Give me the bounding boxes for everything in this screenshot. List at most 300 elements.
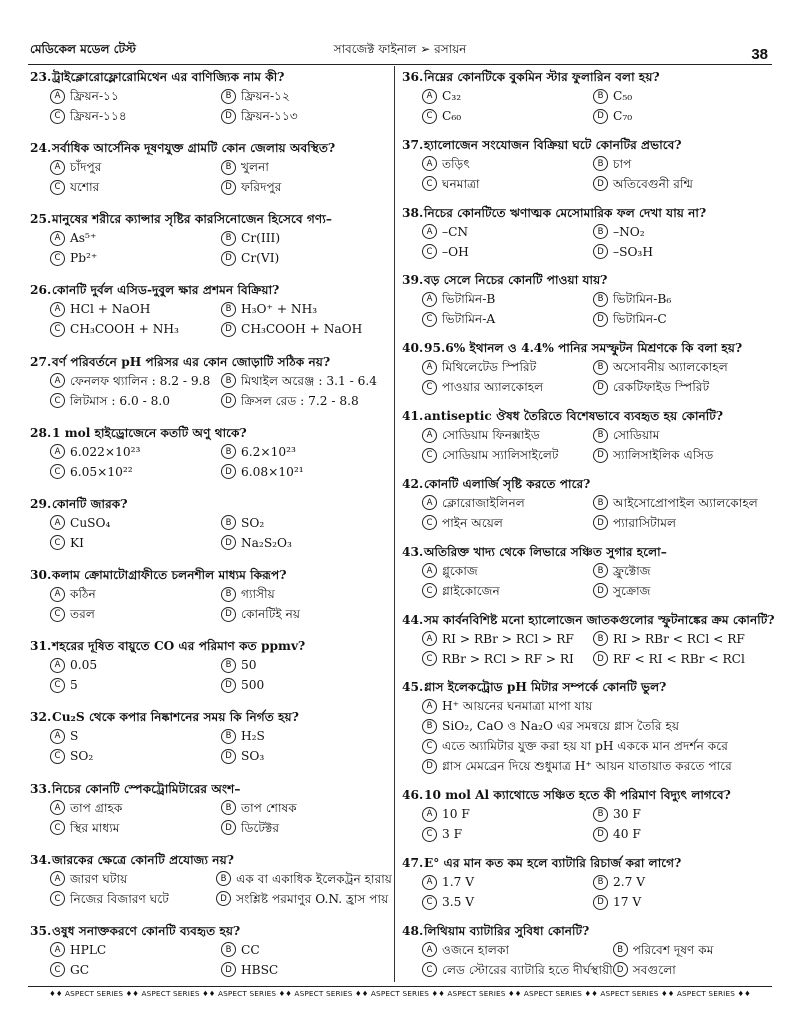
answer-option[interactable] [50,584,221,604]
option-letter-circle-icon: D [221,322,236,337]
answer-option[interactable] [50,513,221,533]
option-text: অসোবনীয় অ্যালকোহল [613,360,728,375]
answer-option[interactable] [593,86,764,106]
option-text: আইসোপ্রোপাইল অ্যালকোহল [613,495,758,510]
option-letter-circle-icon: B [221,444,236,459]
option-text: ক্লোরোজাইলিনল [442,495,525,510]
question-stem: সম কার্বনবিশিষ্ট মনো হ্যালোজেন জাতকগুলোর স্ফুটনাঙ্কের ক্রম কোনটি? [424,612,775,627]
question-number: 47. [402,856,424,871]
answer-option[interactable] [50,462,221,482]
answer-option[interactable] [221,675,392,695]
answer-option[interactable] [221,228,392,248]
option-letter-circle-icon: C [422,312,437,327]
answer-options [422,804,764,844]
answer-option[interactable] [422,872,593,892]
option-letter-circle-icon: C [422,651,437,666]
answer-option[interactable] [422,629,593,649]
answer-option[interactable] [593,872,764,892]
option-text: Cr(VI) [241,251,280,266]
answer-options [422,289,764,329]
answer-options [422,940,764,980]
answer-options [422,872,764,912]
answer-option[interactable] [221,319,392,339]
option-letter-circle-icon: B [593,875,608,890]
question-stem: ট্রাইক্লোরোফ্লোরোমিথেন এর বাণিজ্যিক নাম কী? [52,70,285,84]
option-text: H⁺ আয়নের ঘনমাত্রা মাপা যায় [442,699,593,714]
answer-option[interactable] [221,655,392,675]
option-letter-circle-icon: B [593,495,608,510]
option-letter-circle-icon: B [221,729,236,744]
question-stem: Cu₂S থেকে কপার নিষ্কাশনের সময় কি নির্গত হয়? [52,710,299,725]
question-number: 32. [30,710,52,725]
answer-option[interactable] [50,604,221,624]
option-letter-circle-icon: B [422,719,437,734]
answer-option[interactable] [422,106,593,126]
answer-option[interactable] [221,391,392,411]
option-letter-circle-icon: C [50,180,65,195]
option-text: 2.7 V [613,875,646,890]
option-letter-circle-icon: A [50,800,65,815]
answer-option[interactable] [221,442,392,462]
option-letter-circle-icon: C [422,739,437,754]
option-letter-circle-icon: B [593,224,608,239]
answer-option[interactable] [50,726,221,746]
answer-option[interactable] [221,798,392,818]
option-letter-circle-icon: C [422,515,437,530]
answer-option[interactable] [221,299,392,319]
option-letter-circle-icon: B [593,807,608,822]
option-letter-circle-icon: C [50,322,65,337]
question-block [402,475,764,533]
answer-option[interactable] [50,889,216,909]
answer-option[interactable] [221,726,392,746]
question-text [402,922,764,940]
answer-options [422,86,764,126]
question-block [402,204,764,262]
option-text: –CN [442,224,469,239]
answer-option[interactable] [422,513,593,533]
question-text [402,407,764,425]
question-block [30,353,392,411]
question-stem: E° এর মান কত কম হলে ব্যাটারি রিচার্জ করা লাগে? [424,856,682,871]
option-letter-circle-icon: D [593,176,608,191]
answer-option[interactable] [593,222,764,242]
question-block [402,136,764,194]
answer-option[interactable] [422,493,593,513]
option-text: 10 F [442,807,470,822]
question-number: 36. [402,70,424,84]
question-text [402,339,764,357]
answer-option[interactable] [613,940,764,960]
answer-option[interactable] [422,716,764,736]
answer-option[interactable] [50,533,221,553]
option-letter-circle-icon: A [50,515,65,530]
header-subject: সাবজেক্ট ফাইনাল ➢ রসায়ন [333,42,467,56]
option-text: ওজনে হালকা [442,942,509,957]
answer-option[interactable] [422,377,593,397]
option-letter-circle-icon: A [50,942,65,957]
answer-options [422,493,764,533]
question-number: 45. [402,680,424,695]
option-letter-circle-icon: D [221,535,236,550]
question-block [402,339,764,397]
question-text [30,210,392,228]
answer-option[interactable] [50,798,221,818]
question-number: 24. [30,141,52,156]
answer-option[interactable] [593,445,764,465]
answer-option[interactable] [221,604,392,624]
option-text: প্যারাসিটামল [613,515,677,530]
question-block [402,786,764,844]
option-text: RF < RI < RBr < RCl [613,651,745,666]
option-text: ভিটামিন-A [442,312,496,327]
answer-option[interactable] [593,242,764,262]
question-stem: নিচের কোনটি স্পেকট্রোমিটারের অংশ– [52,781,241,796]
question-stem: জারকের ক্ষেত্রে কোনটি প্রযোজ্য নয়? [52,852,234,867]
answer-option[interactable] [613,960,764,980]
answer-option[interactable] [221,746,392,766]
option-text: 6.05×10²² [70,464,133,479]
answer-option[interactable] [593,561,764,581]
answer-option[interactable] [221,960,392,980]
answer-option[interactable] [221,86,392,106]
option-letter-circle-icon: C [422,109,437,124]
option-text: সোডিয়াম ফিনক্সাইড [442,428,540,443]
question-text [402,786,764,804]
question-stem: কোনটি এলার্জি সৃষ্টি করতে পারে? [424,476,591,491]
question-stem: কলাম ক্রোমাটোগ্রাফীতে চলনশীল মাধ্যম কিরূপ? [52,568,287,583]
option-text: CH₃COOH + NH₃ [70,322,179,337]
option-text: ফ্রিয়ন-১১ [70,89,119,103]
question-number: 31. [30,639,52,654]
option-text: ভিটামিন-B [442,292,496,307]
page-header [28,40,772,65]
option-letter-circle-icon: B [593,428,608,443]
answer-option[interactable] [593,377,764,397]
answer-option[interactable] [593,649,764,669]
answer-option[interactable] [50,391,221,411]
option-letter-circle-icon: D [221,180,236,195]
option-text: এতে অ্যামিটার যুক্ত করা হয় যা pH এককে মান প্রদর্শন করে [442,739,728,754]
option-text: KI [70,535,84,550]
answer-option[interactable] [593,425,764,445]
answer-option[interactable] [422,86,593,106]
option-letter-circle-icon: B [216,871,231,886]
answer-option[interactable] [422,561,593,581]
answer-options [50,157,392,197]
option-text: SO₂ [241,515,265,530]
page-number: 38 [751,46,768,63]
answer-option[interactable] [50,960,221,980]
answer-option[interactable] [221,371,392,391]
option-text: ফ্রিয়ন-১২ [241,89,290,103]
option-text: জারণ ঘটায় [70,871,128,886]
answer-option[interactable] [593,289,764,309]
question-number: 39. [402,273,424,288]
answer-option[interactable] [50,940,221,960]
answer-option[interactable] [422,222,593,242]
answer-options [50,798,392,838]
question-text [30,708,392,726]
question-number: 44. [402,612,424,627]
option-letter-circle-icon: B [221,658,236,673]
answer-option[interactable] [593,824,764,844]
option-text: সোডিয়াম [613,428,660,443]
option-letter-circle-icon: D [613,962,628,977]
option-text: CH₃COOH + NaOH [241,322,363,337]
answer-option[interactable] [50,442,221,462]
option-text: 40 F [613,827,641,842]
answer-options [50,513,392,553]
question-text [30,68,392,86]
option-letter-circle-icon: D [221,607,236,622]
option-letter-circle-icon: B [221,89,236,104]
option-letter-circle-icon: D [593,895,608,910]
question-stem: মানুষের শরীরে ক্যান্সার সৃষ্টির কারসিনোজেন হিসেবে গণ্য– [52,212,332,227]
answer-option[interactable] [422,357,593,377]
option-text: 50 [241,658,257,673]
column-divider [394,66,395,982]
answer-options [50,655,392,695]
question-stem: হ্যালোজেন সংযোজন বিক্রিয়া ঘটে কোনটির প্রভাবে? [424,137,682,152]
option-letter-circle-icon: A [422,699,437,714]
answer-option[interactable] [422,940,613,960]
option-letter-circle-icon: A [422,156,437,171]
option-text: সোডিয়াম স্যালিসাইলেট [442,448,559,463]
option-letter-circle-icon: A [50,302,65,317]
option-text: গ্লুকোজ [442,563,478,578]
answer-option[interactable] [50,746,221,766]
option-letter-circle-icon: A [50,89,65,104]
question-text [30,139,392,157]
option-text: সুক্রোজ [613,583,651,598]
question-number: 37. [402,137,424,152]
option-letter-circle-icon: B [593,563,608,578]
question-stem: অতিরিক্ত খাদ্য থেকে লিভারে সঞ্চিত সুগার হলো– [424,544,667,559]
answer-option[interactable] [422,445,593,465]
answer-option[interactable] [593,629,764,649]
answer-option[interactable] [221,248,392,268]
answer-option[interactable] [422,154,593,174]
question-number: 30. [30,568,52,583]
option-text: RI > RBr < RCl < RF [613,631,745,646]
question-block [30,281,392,339]
question-stem: বড় সেলে নিচের কোনটি পাওয়া যায়? [424,273,608,288]
answer-option[interactable] [221,584,392,604]
question-number: 38. [402,205,424,220]
answer-option[interactable] [593,493,764,513]
answer-option[interactable] [422,756,764,776]
answer-option[interactable] [216,889,392,909]
option-text: মিথিলেটেড স্পিরিট [442,360,537,375]
option-text: 0.05 [70,658,98,673]
answer-option[interactable] [221,157,392,177]
answer-option[interactable] [593,804,764,824]
option-letter-circle-icon: D [216,891,231,906]
answer-option[interactable] [422,174,593,194]
answer-option[interactable] [422,960,613,980]
answer-option[interactable] [422,425,593,445]
option-letter-circle-icon: D [593,312,608,327]
question-block [30,566,392,624]
answer-option[interactable] [422,696,764,716]
option-letter-circle-icon: A [50,231,65,246]
option-text: অতিবেগুনী রশ্মি [613,176,693,191]
question-text [402,271,764,289]
answer-option[interactable] [221,940,392,960]
option-letter-circle-icon: C [422,962,437,977]
option-text: 17 V [613,895,642,910]
option-text: তড়িৎ [442,156,470,171]
option-letter-circle-icon: C [50,535,65,550]
answer-option[interactable] [422,242,593,262]
option-text: 30 F [613,807,641,822]
option-text: As⁵⁺ [70,231,97,246]
option-letter-circle-icon: B [221,800,236,815]
answer-options [50,442,392,482]
option-letter-circle-icon: D [593,448,608,463]
answer-option[interactable] [221,818,392,838]
option-letter-circle-icon: B [593,360,608,375]
option-letter-circle-icon: A [422,631,437,646]
option-text: C₅₀ [613,89,633,103]
option-letter-circle-icon: B [221,515,236,530]
answer-option[interactable] [593,357,764,377]
question-block [402,854,764,912]
answer-options [50,726,392,766]
question-number: 29. [30,496,52,511]
option-letter-circle-icon: C [422,583,437,598]
option-letter-circle-icon: B [593,156,608,171]
option-text: H₂S [241,729,265,744]
answer-option[interactable] [216,869,392,889]
question-stem: শহরের দূষিত বায়ুতে CO এর পরিমাণ কত ppmv? [52,639,306,654]
option-letter-circle-icon: A [50,658,65,673]
option-text: চাঁদপুর [70,160,102,175]
answer-options [50,940,392,980]
option-text: 3.5 V [442,895,475,910]
answer-option[interactable] [50,371,221,391]
question-number: 33. [30,781,52,796]
option-letter-circle-icon: B [221,302,236,317]
answer-option[interactable] [422,309,593,329]
right-question-column [402,68,775,980]
answer-options [50,299,392,339]
left-question-column [30,68,392,980]
option-letter-circle-icon: D [593,827,608,842]
answer-option[interactable] [221,462,392,482]
question-number: 28. [30,425,52,440]
answer-option[interactable] [50,655,221,675]
answer-options [422,425,764,465]
answer-option[interactable] [422,289,593,309]
answer-option[interactable] [221,106,392,126]
answer-option[interactable] [50,299,221,319]
option-letter-circle-icon: C [422,176,437,191]
option-text: Pb²⁺ [70,251,98,266]
question-number: 43. [402,544,424,559]
option-letter-circle-icon: A [422,807,437,822]
answer-option[interactable] [50,177,221,197]
answer-option[interactable] [50,86,221,106]
answer-option[interactable] [593,513,764,533]
option-text: এক বা একাধিক ইলেকট্রন হারায় [236,871,392,886]
answer-option[interactable] [50,818,221,838]
option-text: CC [241,942,260,957]
question-number: 40. [402,341,424,356]
option-letter-circle-icon: A [422,292,437,307]
answer-option[interactable] [422,736,764,756]
option-letter-circle-icon: A [50,871,65,886]
answer-options [422,696,764,776]
answer-option[interactable] [221,533,392,553]
option-text: GC [70,962,90,977]
footer-series-banner: ♦♦ ASPECT SERIES ♦♦ ASPECT SERIES ♦♦ ASPECT SERIES ♦♦ ASPECT SERIES ♦♦ ASPECT SERIES ♦♦ ASPECT SERIES ♦♦ ASPECT SERIES ♦♦ ASPECT SERIES ♦♦ ASPECT SERIES ♦♦ [28,986,772,998]
option-text: সবগুলো [632,962,676,977]
question-number: 35. [30,923,52,938]
answer-option[interactable] [221,177,392,197]
question-block [402,271,764,329]
option-letter-circle-icon: B [221,587,236,602]
option-letter-circle-icon: A [422,942,437,957]
answer-option[interactable] [221,513,392,533]
option-text: ভিটামিন-C [613,312,667,327]
option-text: SO₂ [70,749,94,764]
answer-option[interactable] [593,154,764,174]
option-letter-circle-icon: C [50,393,65,408]
question-text [30,495,392,513]
answer-option[interactable] [422,824,593,844]
option-letter-circle-icon: D [221,464,236,479]
option-text: তাপ গ্রাহক [70,800,123,815]
option-letter-circle-icon: D [593,651,608,666]
answer-option[interactable] [422,649,593,669]
question-text [30,566,392,584]
option-text: তাপ শোষক [241,800,297,815]
answer-option[interactable] [593,581,764,601]
option-text: 1.7 V [442,875,475,890]
option-text: স্থির মাধ্যম [70,820,120,835]
option-letter-circle-icon: A [422,360,437,375]
answer-option[interactable] [593,106,764,126]
answer-option[interactable] [50,319,221,339]
option-letter-circle-icon: B [613,942,628,957]
option-text: Na₂S₂O₃ [241,535,292,550]
answer-option[interactable] [50,228,221,248]
answer-option[interactable] [593,174,764,194]
question-number: 23. [30,70,52,84]
option-letter-circle-icon: C [422,448,437,463]
answer-option[interactable] [50,248,221,268]
option-letter-circle-icon: C [50,464,65,479]
option-text: C₇₀ [613,109,633,123]
answer-option[interactable] [50,157,221,177]
answer-option[interactable] [50,675,221,695]
option-letter-circle-icon: D [593,583,608,598]
option-letter-circle-icon: D [221,749,236,764]
answer-option[interactable] [422,804,593,824]
answer-option[interactable] [593,309,764,329]
answer-options [422,561,764,601]
answer-option[interactable] [50,869,216,889]
question-text [30,637,392,655]
answer-option[interactable] [422,581,593,601]
answer-option[interactable] [593,892,764,912]
answer-option[interactable] [50,106,221,126]
option-text: RBr > RCl > RF > RI [442,651,574,666]
answer-option[interactable] [422,892,593,912]
option-letter-circle-icon: A [422,495,437,510]
